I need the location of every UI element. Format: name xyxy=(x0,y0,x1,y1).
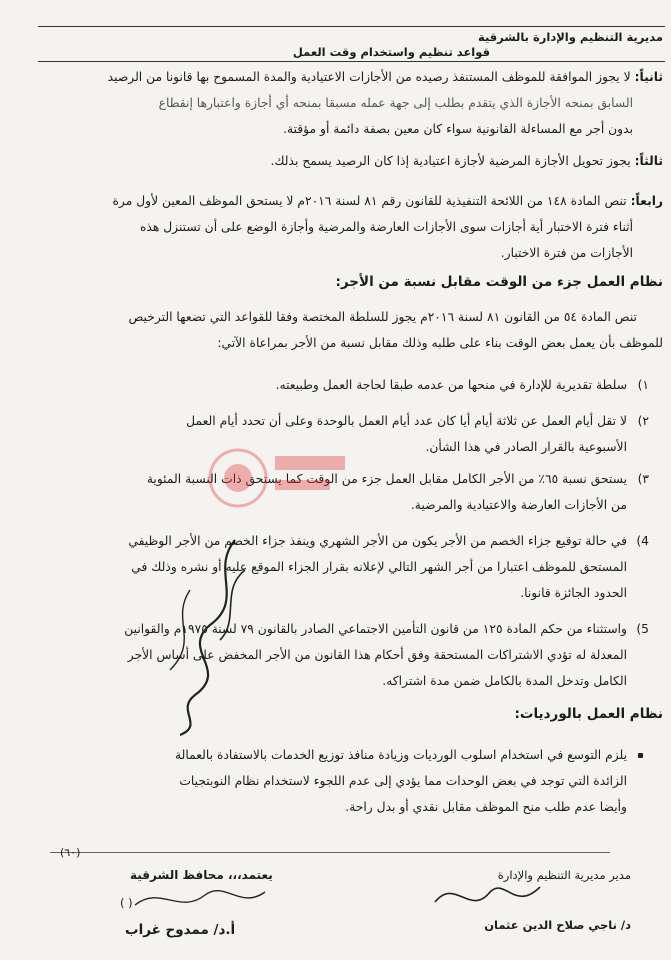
list-item xyxy=(59,466,649,518)
para-third xyxy=(43,148,663,174)
list-item-number: ٣) xyxy=(637,472,649,486)
list-item-line: يستحق نسبة ٦٥٪ من الأجر الكامل مقابل العمل جزء من الوقت كما يستحق ذات النسبة المئوية xyxy=(146,472,627,486)
page-header xyxy=(38,26,665,62)
list-item-line: في حالة توقيع جزاء الخصم من الأجر يكون من الأجر الشهري وينفذ جزاء الخصم من الأجر الوظيفي xyxy=(128,534,627,548)
list-item xyxy=(59,616,649,694)
para-fourth-line1: تنص المادة ١٤٨ من اللائحة التنفيذية للقانون رقم ٨١ لسنة ٢٠١٦م لا يستحق الموظف المعين لأول مرة xyxy=(112,194,627,208)
para-fourth-line3: الأجازات من فترة الاختبار. xyxy=(500,246,633,260)
shift-line1: يلزم التوسع في استخدام اسلوب الورديات وزيادة منافذ توزيع الخدمات بالاستفادة بالعمالة xyxy=(175,748,627,762)
list-item-line: المستحق للموظف اعتبارا من أجر الشهر التالي لإعلانه بقرار الجزاء الموقع عليه أو نشره وذلك في xyxy=(131,560,627,574)
list-item-line: الكامل وتدخل المدة بالكامل ضمن مدة اشتراكه. xyxy=(382,674,627,688)
list-item xyxy=(59,408,649,460)
header-doc-title: قواعد تنظيم واستخدام وقت العمل xyxy=(292,45,490,59)
intro-line1: تنص المادة ٥٤ من القانون ٨١ لسنة ٢٠١٦م يجوز للسلطة المختصة وفقا للقواعد التي تضعها الترخيص xyxy=(128,310,637,324)
list-item-line: الأسبوعية بالقرار الصادر في هذا الشأن. xyxy=(425,440,627,454)
para-fourth xyxy=(43,188,663,266)
intro-line2: للموظف بأن يعمل بعض الوقت بناء على طلبه وذلك مقابل نسبة من الأجر بمراعاة الآتي: xyxy=(217,336,663,350)
para-third-line1: يجوز تحويل الأجازة المرضية لأجازة اعتيادية إذا كان الرصيد يسمح بذلك. xyxy=(270,154,631,168)
para-second-line1: لا يجوز الموافقة للموظف المستنفذ رصيده من الأجازات الاعتيادية والمدة المسموح بها قانونا من الرصيد xyxy=(107,70,631,84)
list-item-line: الحدود الجائزة قانونا. xyxy=(520,586,627,600)
section-part-time-title: نظام العمل جزء من الوقت مقابل نسبة من الأجر: xyxy=(335,274,663,290)
director-name: د/ ناجي صلاح الدين عثمان xyxy=(484,918,631,932)
para-second xyxy=(43,64,663,142)
list-item-number: 5) xyxy=(636,622,649,636)
bullet-icon xyxy=(638,753,643,758)
list-item xyxy=(59,528,649,606)
header-org: مديرية التنظيم والإدارة بالشرقية xyxy=(477,30,663,44)
list-item-line: من الأجازات العارضة والاعتيادية والمرضية. xyxy=(410,498,627,512)
approver-signature-icon xyxy=(130,880,270,920)
list-item-number: ١) xyxy=(637,378,649,392)
shift-line3: وأيضا عدم طلب منح الموظف مقابل نقدي أو بدل راحة. xyxy=(345,800,627,814)
section-shifts-title: نظام العمل بالورديات: xyxy=(514,706,663,722)
shift-line2: الزائدة التي توجد في بعض الوحدات مما يؤدي إلى عدم اللجوء لاستخدام نظام النوبتجيات xyxy=(179,774,627,788)
para-third-label: ثالثاً: xyxy=(634,154,663,168)
para-fourth-line2: أثناء فترة الاختبار أية أجازات سوى الأجازات العارضة والمرضية وأجازة الوضع على أن تستنزل هذه xyxy=(139,220,633,234)
section-part-time-intro xyxy=(33,304,663,356)
approver-signature-space: ( ) xyxy=(120,896,133,910)
list-item-line: المعدلة له تؤدي الاشتراكات المستحقة وفق أحكام هذا القانون من الأجر المخفض على أساس الأجر xyxy=(127,648,627,662)
list-item-number: 4) xyxy=(636,534,649,548)
para-second-line3: بدون أجر مع المساءلة القانونية سواء كان معين بصفة دائمة أو مؤقتة. xyxy=(283,122,633,136)
footer-divider xyxy=(50,852,610,853)
para-fourth-label: رابعاً: xyxy=(630,194,663,208)
list-item-line: لا تقل أيام العمل عن ثلاثة أيام أيا كان عدد أيام العمل بالوحدة وعلى أن تحدد أيام العمل xyxy=(186,414,627,428)
para-second-line2: السابق بمنحه الأجازة الذي يتقدم بطلب إلى جهة عمله مسبقا بمنحه أي أجازة واعتبارها إنقطاع xyxy=(158,96,633,110)
list-item-number: ٢) xyxy=(637,414,649,428)
list-item xyxy=(59,372,649,398)
list-item-line: واستثناء من حكم المادة ١٢٥ من قانون التأمين الاجتماعي الصادر بالقانون ٧٩ لسنة ١٩٧٥م والقوانين xyxy=(124,622,627,636)
approver-name: أ.د/ ممدوح غراب xyxy=(125,922,236,938)
para-second-label: ثانياً: xyxy=(634,70,663,84)
list-item-line: سلطة تقديرية للإدارة في منحها من عدمه طبقا لحاجة العمل وطبيعته. xyxy=(275,378,627,392)
approver-title: يعتمد،،، محافظ الشرقية xyxy=(130,868,273,882)
director-title: مدير مديرية التنظيم والإدارة xyxy=(497,868,631,882)
shift-bullet xyxy=(59,742,649,820)
page-number: (٦٠) xyxy=(60,846,81,859)
